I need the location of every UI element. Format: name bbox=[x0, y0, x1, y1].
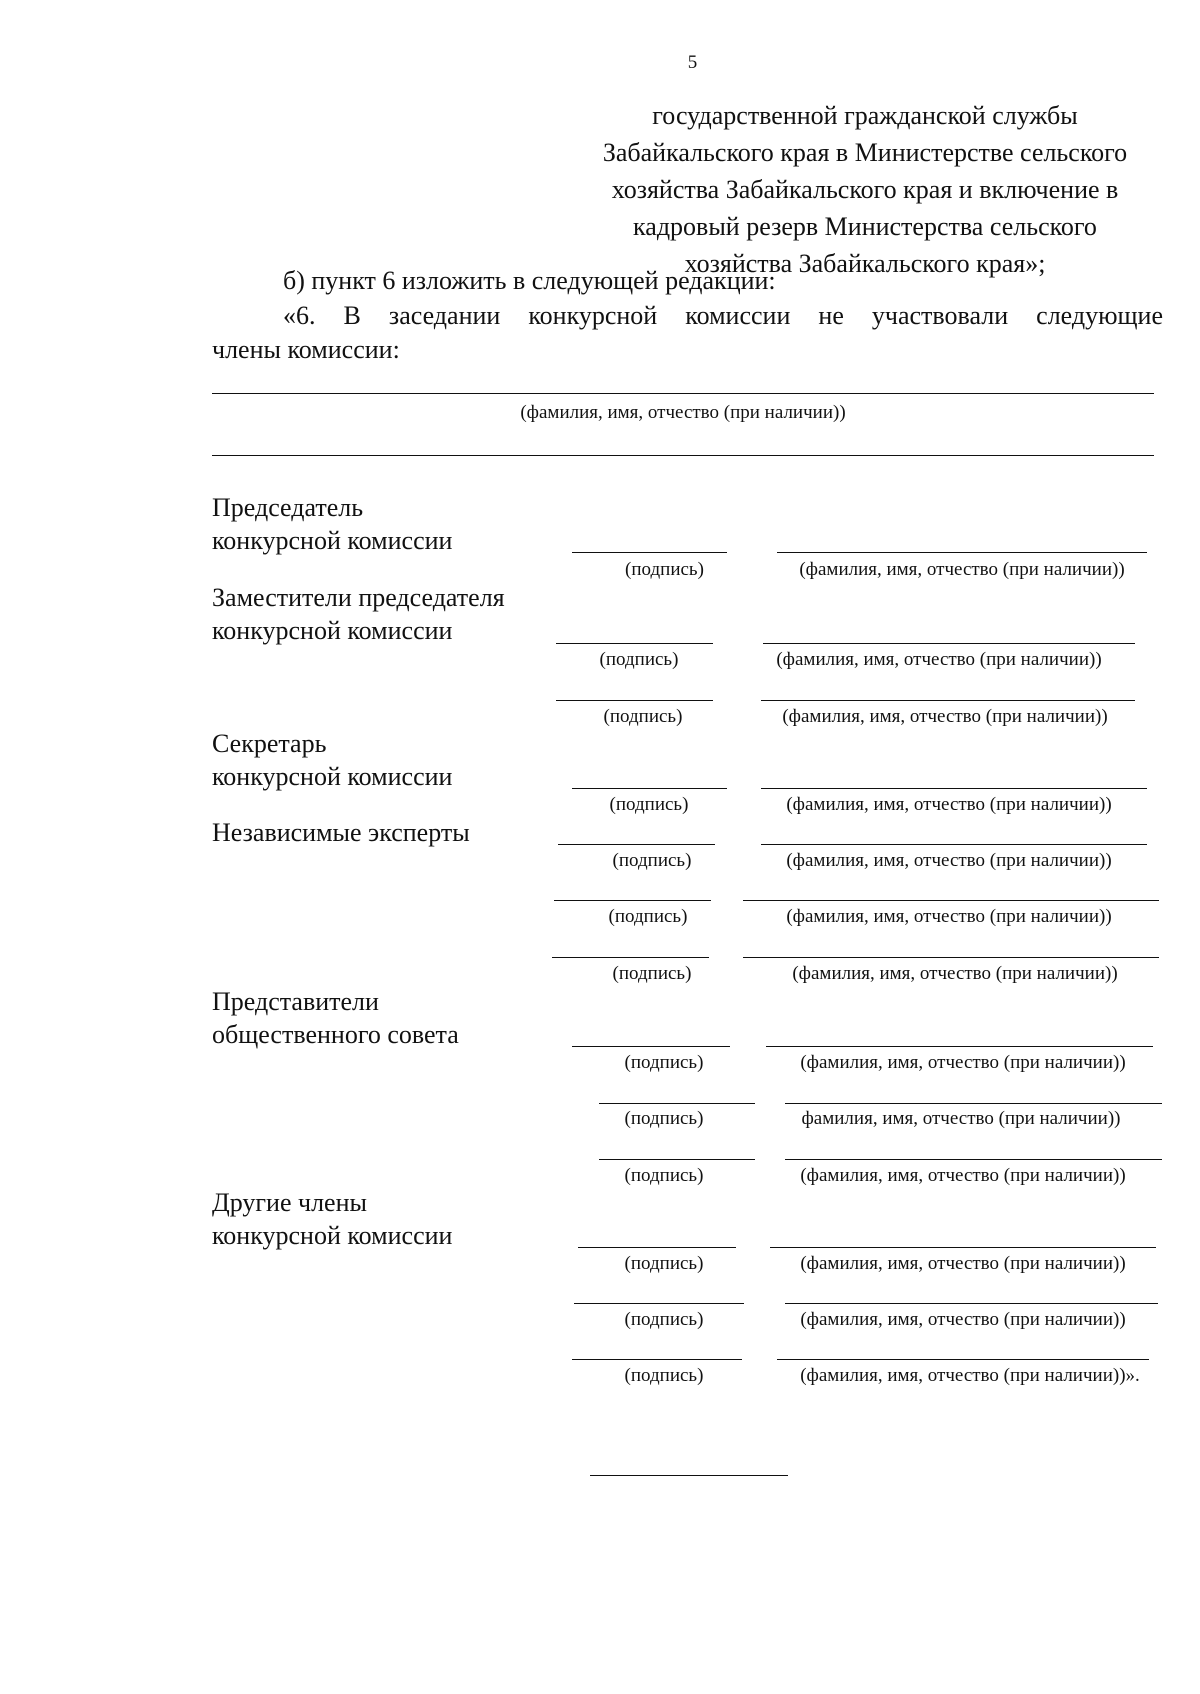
role-deputies: Заместители председателя конкурсной комиссии bbox=[212, 583, 505, 645]
signature-caption: (подпись) bbox=[625, 559, 704, 580]
signature-line bbox=[554, 900, 711, 901]
absent-members-caption: (фамилия, имя, отчество (при наличии)) bbox=[520, 402, 846, 423]
signature-caption: (подпись) bbox=[609, 794, 689, 815]
name-line bbox=[763, 643, 1135, 644]
name-caption: (фамилия, имя, отчество (при наличии)) bbox=[800, 1309, 1126, 1330]
role-chairman: Председатель конкурсной комиссии bbox=[212, 493, 453, 555]
page-number: 5 bbox=[687, 52, 698, 73]
name-line bbox=[785, 1103, 1162, 1104]
signature-line bbox=[578, 1247, 736, 1248]
signature-line bbox=[599, 1159, 755, 1160]
role-secretary: Секретарь конкурсной комиссии bbox=[212, 729, 453, 791]
signature-line bbox=[572, 552, 727, 553]
name-caption: (фамилия, имя, отчество (при наличии)) bbox=[786, 906, 1112, 927]
name-caption: (фамилия, имя, отчество (при наличии)) bbox=[786, 794, 1112, 815]
paragraph-6-continuation: члены комиссии: bbox=[212, 335, 400, 364]
signature-line bbox=[572, 1359, 742, 1360]
name-line bbox=[770, 1247, 1156, 1248]
name-caption: (фамилия, имя, отчество (при наличии)) bbox=[799, 559, 1125, 580]
heading-line-5: хозяйства Забайкальского края»; bbox=[684, 249, 1046, 278]
name-line bbox=[761, 844, 1147, 845]
closing-rule bbox=[590, 1475, 788, 1476]
name-line bbox=[785, 1159, 1162, 1160]
name-caption: (фамилия, имя, отчество (при наличии))». bbox=[800, 1365, 1140, 1386]
name-line bbox=[761, 788, 1147, 789]
signature-line bbox=[552, 957, 709, 958]
heading-line-2: Забайкальского края в Министерстве сельского bbox=[602, 138, 1128, 167]
role-experts: Независимые эксперты bbox=[212, 818, 470, 847]
heading-continuation bbox=[575, 97, 1155, 282]
signature-line bbox=[599, 1103, 755, 1104]
name-line bbox=[777, 552, 1147, 553]
name-line bbox=[743, 957, 1159, 958]
name-caption: (фамилия, имя, отчество (при наличии)) bbox=[782, 706, 1108, 727]
absent-members-line-1 bbox=[212, 393, 1154, 394]
signature-caption: (подпись) bbox=[624, 1108, 704, 1129]
signature-line bbox=[556, 700, 713, 701]
name-line bbox=[761, 700, 1135, 701]
signature-line bbox=[572, 788, 727, 789]
signature-line bbox=[556, 643, 713, 644]
name-line bbox=[743, 900, 1159, 901]
signature-caption: (подпись) bbox=[624, 1052, 704, 1073]
name-caption: фамилия, имя, отчество (при наличии)) bbox=[801, 1108, 1121, 1129]
name-caption: (фамилия, имя, отчество (при наличии)) bbox=[786, 850, 1112, 871]
name-caption: (фамилия, имя, отчество (при наличии)) bbox=[776, 649, 1102, 670]
name-line bbox=[766, 1046, 1153, 1047]
name-caption: (фамилия, имя, отчество (при наличии)) bbox=[800, 1052, 1126, 1073]
signature-line bbox=[574, 1303, 744, 1304]
heading-line-4: кадровый резерв Министерства сельского bbox=[633, 212, 1097, 241]
signature-caption: (подпись) bbox=[624, 1365, 704, 1386]
heading-line-1: государственной гражданской службы bbox=[652, 101, 1078, 130]
signature-caption: (подпись) bbox=[612, 963, 692, 984]
signature-line bbox=[558, 844, 715, 845]
signature-caption: (подпись) bbox=[624, 1165, 704, 1186]
name-caption: (фамилия, имя, отчество (при наличии)) bbox=[800, 1253, 1126, 1274]
paragraph-6: «6. В заседании конкурсной комиссии не участвовали следующие bbox=[283, 301, 1163, 330]
signature-caption: (подпись) bbox=[624, 1309, 704, 1330]
signature-line bbox=[572, 1046, 730, 1047]
signature-caption: (подпись) bbox=[624, 1253, 704, 1274]
name-line bbox=[785, 1303, 1158, 1304]
signature-caption: (подпись) bbox=[608, 906, 688, 927]
name-line bbox=[777, 1359, 1149, 1360]
name-caption: (фамилия, имя, отчество (при наличии)) bbox=[792, 963, 1118, 984]
signature-caption: (подпись) bbox=[599, 649, 679, 670]
role-public-council: Представители общественного совета bbox=[212, 987, 459, 1049]
signature-caption: (подпись) bbox=[603, 706, 683, 727]
signature-caption: (подпись) bbox=[612, 850, 692, 871]
heading-line-3: хозяйства Забайкальского края и включение в bbox=[611, 175, 1119, 204]
paragraph-b: б) пункт 6 изложить в следующей редакции: bbox=[283, 266, 776, 295]
name-caption: (фамилия, имя, отчество (при наличии)) bbox=[800, 1165, 1126, 1186]
role-others: Другие члены конкурсной комиссии bbox=[212, 1188, 453, 1250]
absent-members-line-2 bbox=[212, 455, 1154, 456]
